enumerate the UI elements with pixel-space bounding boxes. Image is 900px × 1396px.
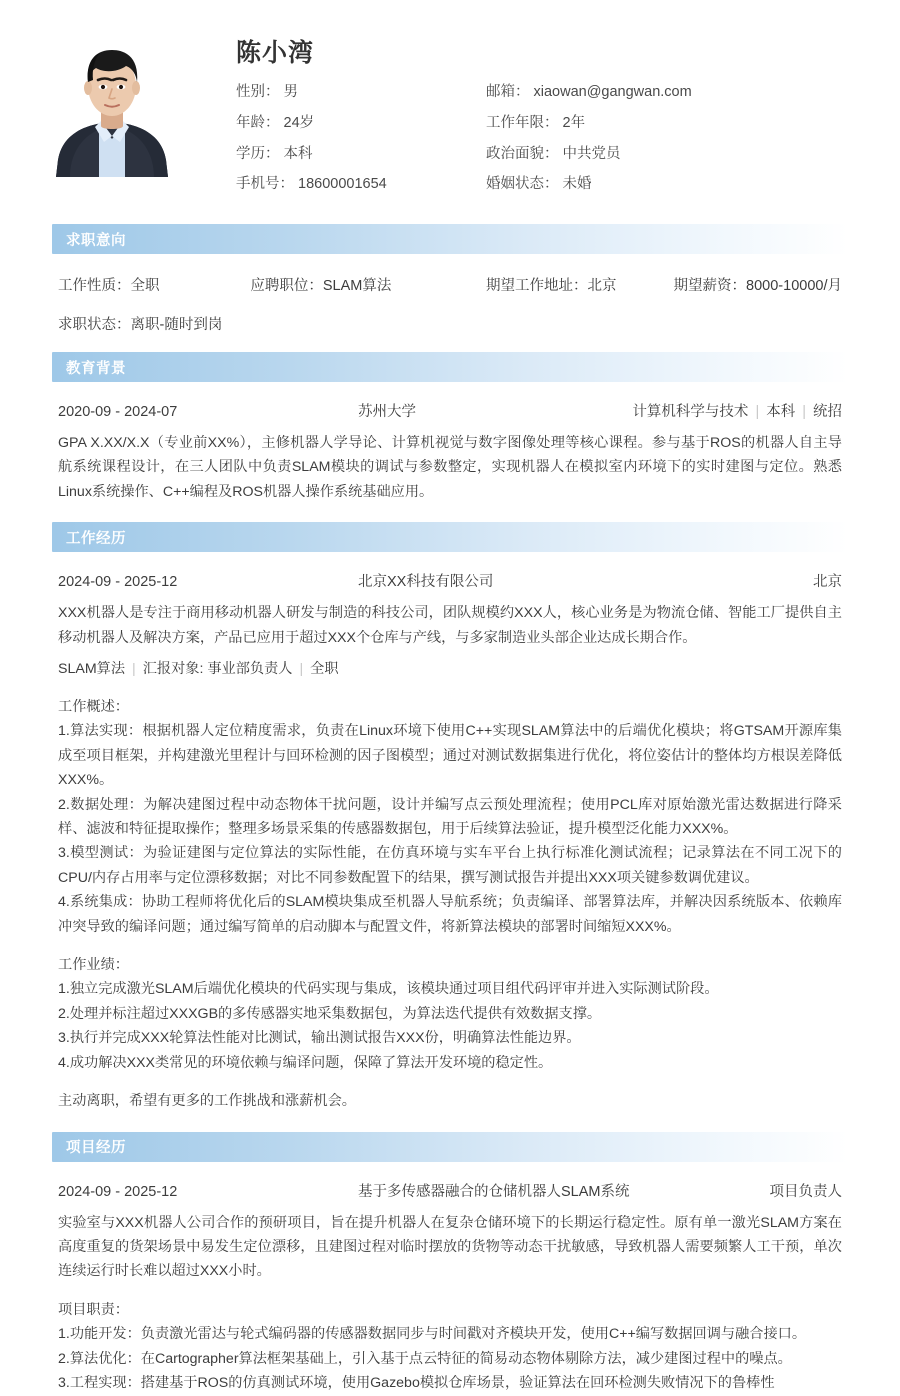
section-body-education xyxy=(52,386,848,504)
work-achievement-item: 4.成功解决XXX类常见的环境依赖与编译问题，保障了算法开发环境的稳定性。 xyxy=(58,1054,553,1071)
info-experience-years-value: 2年 xyxy=(562,114,586,131)
work-achievement-item: 3.执行并完成XXX轮算法性能对比测试，输出测试报告XXX份，明确算法性能边界。 xyxy=(58,1030,581,1047)
divider-icon: | xyxy=(299,661,304,678)
work-duty-item: 4.系统集成：协助工程师将优化后的SLAM模块集成至机器人导航系统；负责编译、部署算法库，并解决因系统版本、依赖库冲突导致的编译问题；通过编写简单的启动脚本与配置文件，将新算法模块的部署时间缩短XXX%。 xyxy=(58,894,842,935)
info-marital-status-value: 未婚 xyxy=(562,176,592,193)
work-achievement-item: 2.处理并标注超过XXXGB的多传感器实地采集数据包，为算法迭代提供有效数据支撑。 xyxy=(58,1005,602,1022)
section-header-education xyxy=(52,352,848,382)
intention-position-label: 应聘职位： xyxy=(250,278,323,294)
page-title: 陈小湾 xyxy=(236,39,315,67)
education-degree: 本科 xyxy=(766,404,796,420)
work-report-to: 汇报对象: 事业部负责人 xyxy=(142,661,293,678)
intention-status-value: 离职-随时到岗 xyxy=(130,317,223,333)
work-city: 北京 xyxy=(813,574,842,591)
info-email-value: xiaowan@gangwan.com xyxy=(533,84,692,100)
intention-status-label: 求职状态： xyxy=(58,317,131,333)
section-header-project xyxy=(52,1132,848,1162)
intention-row-1 xyxy=(58,258,842,295)
section-title-project: 项目经历 xyxy=(66,1140,126,1157)
info-age-value: 24岁 xyxy=(283,114,315,131)
info-political-status-value: 中共党员 xyxy=(562,145,621,162)
section-title-work: 工作经历 xyxy=(66,530,126,547)
work-entry-meta xyxy=(58,556,842,595)
info-experience-years xyxy=(486,113,848,135)
personal-info-grid xyxy=(236,82,848,196)
intention-salary-value: 8000-10000/月 xyxy=(746,278,842,294)
divider-icon: | xyxy=(755,404,760,420)
work-duty-item: 2.数据处理：为解决建图过程中动态物体干扰问题，设计并编写点云预处理流程；使用PCL库对原始激光雷达数据进行降采样、滤波和特征提取操作；整理多场景采集的传感器数据包，用于后续算法验证，提升模型泛化能力XXX%。 xyxy=(58,796,842,837)
info-political-status xyxy=(486,144,848,166)
portrait-photo-icon xyxy=(52,36,172,177)
spacer xyxy=(58,681,842,695)
work-position: SLAM算法 xyxy=(58,661,126,678)
work-company-intro: XXX机器人是专注于商用移动机器人研发与制造的科技公司，团队规模约XXX人，核心业务是为物流仓储、智能工厂提供自主移动机器人及解决方案，产品已应用于超过XXX个仓库与产线，与多家制造业头部企业达成长期合作。 xyxy=(58,605,842,646)
info-email xyxy=(486,82,848,104)
info-education-level-label: 学历： xyxy=(236,145,280,162)
resume-header xyxy=(52,0,848,206)
info-education-level-value: 本科 xyxy=(283,145,313,162)
work-position-line xyxy=(58,658,842,681)
divider-icon: | xyxy=(802,404,806,420)
work-job-type: 全职 xyxy=(310,661,339,678)
intention-location-value: 北京 xyxy=(587,278,617,294)
project-duty-item: 1.功能开发：负责激光雷达与轮式编码器的传感器数据同步与时间戳对齐模块开发，使用C++编写数据回调与融合接口。 xyxy=(58,1326,807,1343)
intention-salary-label: 期望薪资： xyxy=(673,278,747,294)
spacer xyxy=(58,1075,842,1089)
section-body-intention xyxy=(52,258,848,334)
project-duty-item: 2.算法优化：在Cartographer算法框架基础上，引入基于点云特征的简易动态物体剔除方法，减少建图过程中的噪点。 xyxy=(58,1350,792,1367)
info-gender xyxy=(236,82,486,104)
section-body-work xyxy=(52,556,848,1113)
section-header-intention xyxy=(52,224,848,254)
education-major: 计算机科学与技术 xyxy=(632,404,749,420)
project-role: 项目负责人 xyxy=(769,1183,842,1200)
education-entry-meta xyxy=(58,386,842,425)
section-title-intention: 求职意向 xyxy=(66,232,126,249)
work-duty-heading: 工作概述： xyxy=(58,698,129,715)
info-marital-status xyxy=(486,174,848,196)
project-duty-item: 3.工程实现：搭建基于ROS的仿真测试环境，使用Gazebo模拟仓库场景，验证算法在回环检测失败情况下的鲁棒性 xyxy=(58,1375,775,1392)
info-phone-value: 18600001654 xyxy=(298,176,387,193)
work-date: 2024-09 - 2025-12 xyxy=(58,574,178,591)
info-gender-value: 男 xyxy=(283,84,298,100)
intention-job-nature-label: 工作性质： xyxy=(58,278,131,294)
info-experience-years-label: 工作年限： xyxy=(486,114,559,131)
project-entry-meta xyxy=(58,1166,842,1205)
divider-icon: | xyxy=(132,661,136,678)
info-marital-status-label: 婚姻状态： xyxy=(486,176,559,193)
intention-status xyxy=(58,313,258,334)
info-education-level xyxy=(236,144,486,166)
intention-row-2 xyxy=(58,295,842,334)
project-name: 基于多传感器融合的仓储机器人SLAM系统 xyxy=(358,1183,630,1200)
avatar xyxy=(52,36,172,177)
project-date: 2024-09 - 2025-12 xyxy=(58,1183,178,1200)
info-phone-label: 手机号： xyxy=(236,176,294,193)
info-email-label: 邮箱： xyxy=(486,84,530,100)
section-body-project xyxy=(52,1166,848,1396)
project-description: 实验室与XXX机器人公司合作的预研项目，旨在提升机器人在复杂仓储环境下的长期运行稳定性。原有单一激光SLAM方案在高度重复的货架场景中易发生定位漂移，且建图过程对临时摆放的货物等动态干扰敏感，导致机器人需要频繁人工干预，单次连续运行时长难以超过XXX小时。 xyxy=(58,1214,842,1280)
work-duty-item: 3.模型测试：为验证建图与定位算法的实际性能，在仿真环境与实车平台上执行标准化测试流程；记录算法在不同工况下的CPU/内存占用率与定位漂移数据；对比不同参数配置下的结果，撰写测试报告并提出XXX项关键参数调优建议。 xyxy=(58,845,842,886)
education-date: 2020-09 - 2024-07 xyxy=(58,404,178,420)
intention-job-nature xyxy=(58,274,250,295)
education-school: 苏州大学 xyxy=(358,404,416,420)
work-company: 北京XX科技有限公司 xyxy=(358,574,494,591)
info-phone xyxy=(236,174,486,196)
intention-job-nature-value: 全职 xyxy=(130,278,160,294)
intention-position xyxy=(250,274,486,295)
info-political-status-label: 政治面貌： xyxy=(486,145,559,162)
section-header-work xyxy=(52,522,848,552)
education-qualifications xyxy=(632,400,842,421)
project-duty-heading: 项目职责： xyxy=(58,1301,129,1318)
spacer xyxy=(58,1284,842,1298)
intention-location-label: 期望工作地址： xyxy=(486,278,588,294)
spacer xyxy=(58,939,842,953)
info-gender-label: 性别： xyxy=(236,84,280,100)
info-age-label: 年龄： xyxy=(236,114,280,131)
section-title-education: 教育背景 xyxy=(66,360,126,377)
intention-salary xyxy=(674,274,842,295)
info-age xyxy=(236,113,486,135)
work-duty-item: 1.算法实现：根据机器人定位精度需求，负责在Linux环境下使用C++实现SLAM算法中的后端优化模块；将GTSAM开源库集成至项目框架，并构建激光里程计与回环检测的因子图模型；通过对测试数据集进行优化，将位姿估计的整体均方根误差降低XXX%。 xyxy=(58,723,842,789)
identity-block xyxy=(204,36,848,196)
work-achievement-heading: 工作业绩： xyxy=(58,957,129,974)
work-leave-reason: 主动离职，希望有更多的工作挑战和涨薪机会。 xyxy=(58,1093,356,1110)
intention-position-value: SLAM算法 xyxy=(322,278,392,294)
education-description: GPA X.XX/X.X（专业前XX%），主修机器人学导论、计算机视觉与数字图像处理等核心课程。参与基于ROS的机器人自主导航系统课程设计，在三人团队中负责SLAM模块的调试与参数整定，实现机器人在模拟室内环境下的实时建图与定位。熟悉Linux系统操作、C++编程及ROS机器人操作系统基础应用。 xyxy=(58,435,842,500)
work-achievement-item: 1.独立完成激光SLAM后端优化模块的代码实现与集成，该模块通过项目组代码评审并进入实际测试阶段。 xyxy=(58,981,719,998)
intention-location xyxy=(486,274,674,295)
education-admission: 统招 xyxy=(813,404,842,420)
